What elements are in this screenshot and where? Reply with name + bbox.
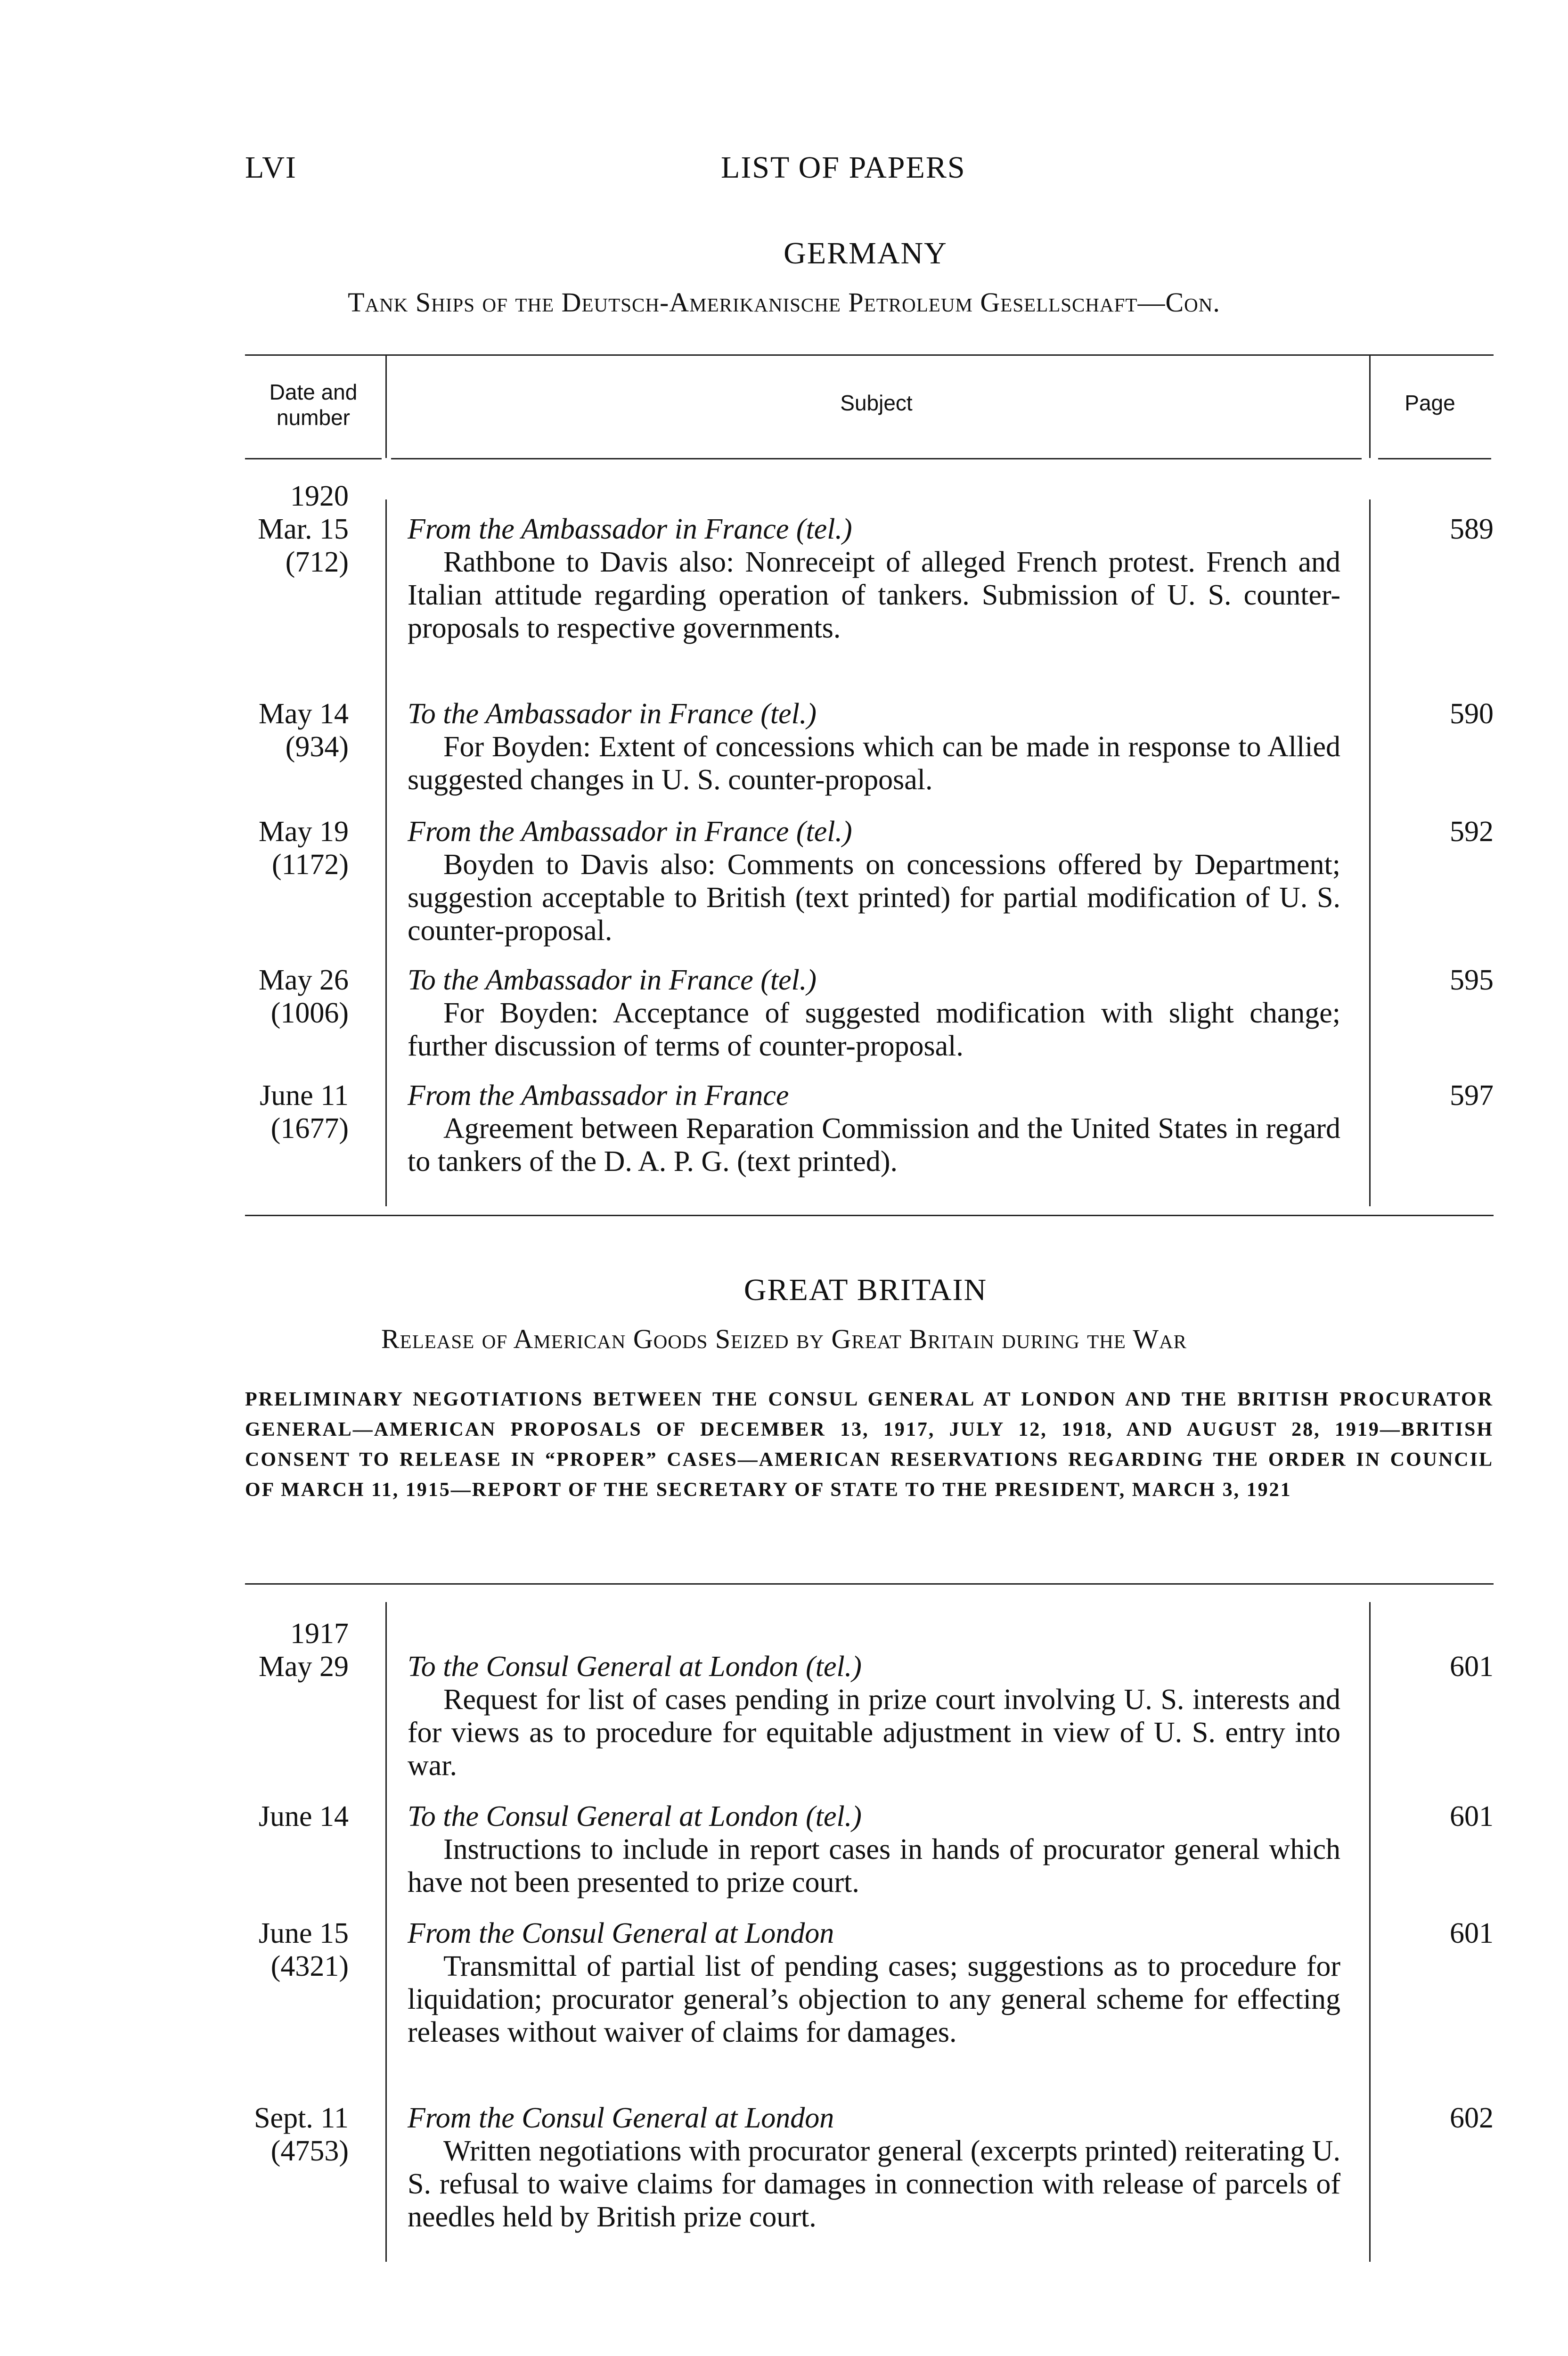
entry-page: 589 (1450, 513, 1494, 545)
entry-date: Sept. 11 (4753) (254, 2102, 349, 2167)
entry-subject: From the Ambassador in France (tel.) Boyden to Davis also: Comments on concessions offered by Department; suggestion acceptable to British (text printed) for partial modification of U. S. counter-proposal. (408, 816, 1340, 947)
entry-date: June 14 (258, 1800, 349, 1832)
table-divider (1369, 354, 1371, 458)
entry-subject: To the Ambassador in France (tel.) For Boyden: Acceptance of suggested modification with slight change; further discussion of terms of counter-proposal. (408, 964, 1340, 1062)
entry-subject: From the Ambassador in France (tel.) Rathbone to Davis also: Nonreceipt of alleged French protest. French and Italian attitude regarding operation of tankers. Submission of U. S. counter-proposals to respective governments. (408, 513, 1340, 644)
entry-page: 601 (1450, 1800, 1494, 1832)
entry-page: 592 (1450, 816, 1494, 848)
entry-date: May 26 (1006) (258, 964, 349, 1029)
entry-page: 597 (1450, 1080, 1494, 1112)
table-divider (1369, 499, 1371, 1206)
column-header-date: Date and number (269, 380, 358, 430)
section-heading-germany: GERMANY (784, 236, 947, 270)
section-subtitle-release-goods: Release of American Goods Seized by Great Britain during the War (381, 1324, 1187, 1354)
entry-page: 601 (1450, 1651, 1494, 1683)
column-header-page: Page (1405, 391, 1455, 415)
entry-subject: From the Consul General at London Transmittal of partial list of pending cases; suggestions as to procedure for liquidation; procurator general’s objection to any general scheme for effecting releases without waiver of claims for damages. (408, 1917, 1340, 2048)
table-top-rule (245, 1583, 1494, 1585)
header-underline (245, 458, 382, 459)
entry-subject: From the Ambassador in France Agreement between Reparation Commission and the United States in regard to tankers of the D. A. P. G. (text printed). (408, 1080, 1340, 1178)
table-divider (1369, 1602, 1371, 2262)
running-title: LIST OF PAPERS (721, 150, 966, 185)
section-subtitle-tank-ships: Tank Ships of the Deutsch-Amerikanische Petroleum Gesellschaft—Con. (348, 287, 1220, 318)
section-heading-great-britain: GREAT BRITAIN (743, 1273, 988, 1307)
table-bottom-rule (245, 1215, 1494, 1216)
year-label: 1920 (290, 480, 349, 512)
entry-date: May 19 (1172) (258, 816, 349, 881)
entry-subject: From the Consul General at London Written negotiations with procurator general (excerpts printed) reiterating U. S. refusal to waive claims for damages in connection with release of parcels of needles held by British prize court. (408, 2102, 1340, 2233)
entry-subject: To the Ambassador in France (tel.) For Boyden: Extent of concessions which can be made in response to Allied suggested changes in U. S. counter-proposal. (408, 698, 1340, 796)
entry-date: May 14 (934) (258, 698, 349, 763)
table-top-rule (245, 354, 1494, 356)
entry-page: 602 (1450, 2102, 1494, 2134)
entry-date: May 29 (258, 1651, 349, 1683)
entry-date: Mar. 15 (712) (258, 513, 349, 578)
year-label: 1917 (290, 1618, 349, 1650)
entry-date: June 15 (4321) (258, 1917, 349, 1982)
table-divider (385, 499, 387, 1206)
entry-subject: To the Consul General at London (tel.) Instructions to include in report cases in hands of procurator general which have not been presented to prize court. (408, 1800, 1340, 1898)
table-divider (385, 1602, 387, 2262)
entry-page: 601 (1450, 1917, 1494, 1949)
page-number-roman: LVI (245, 150, 297, 185)
entry-date: June 11 (1677) (260, 1080, 349, 1145)
table-divider (385, 354, 387, 458)
entry-subject: To the Consul General at London (tel.) Request for list of cases pending in prize court involving U. S. interests and for views as to procedure for equitable adjustment in view of U. S. entry into war. (408, 1651, 1340, 1782)
entry-page: 590 (1450, 698, 1494, 730)
header-underline (391, 458, 1362, 459)
column-header-subject: Subject (840, 391, 913, 415)
entry-page: 595 (1450, 964, 1494, 996)
header-underline (1378, 458, 1491, 459)
section-scope-note: PRELIMINARY NEGOTIATIONS BETWEEN THE CONSUL GENERAL AT LONDON AND THE BRITISH PROCURATOR GENERAL—AMERICAN PROPOSALS OF DECEMBER 13, 1917, JULY 12, 1918, AND AUGUST 28, 1919—BRITISH CONSENT TO RELEASE IN “PROPER” CASES—AMERICAN RESERVATIONS REGARDING THE ORDER IN COUNCIL OF MARCH 11, 1915—REPORT OF THE SECRETARY OF STATE TO THE PRESIDENT, MARCH 3, 1921 (245, 1389, 1494, 1501)
